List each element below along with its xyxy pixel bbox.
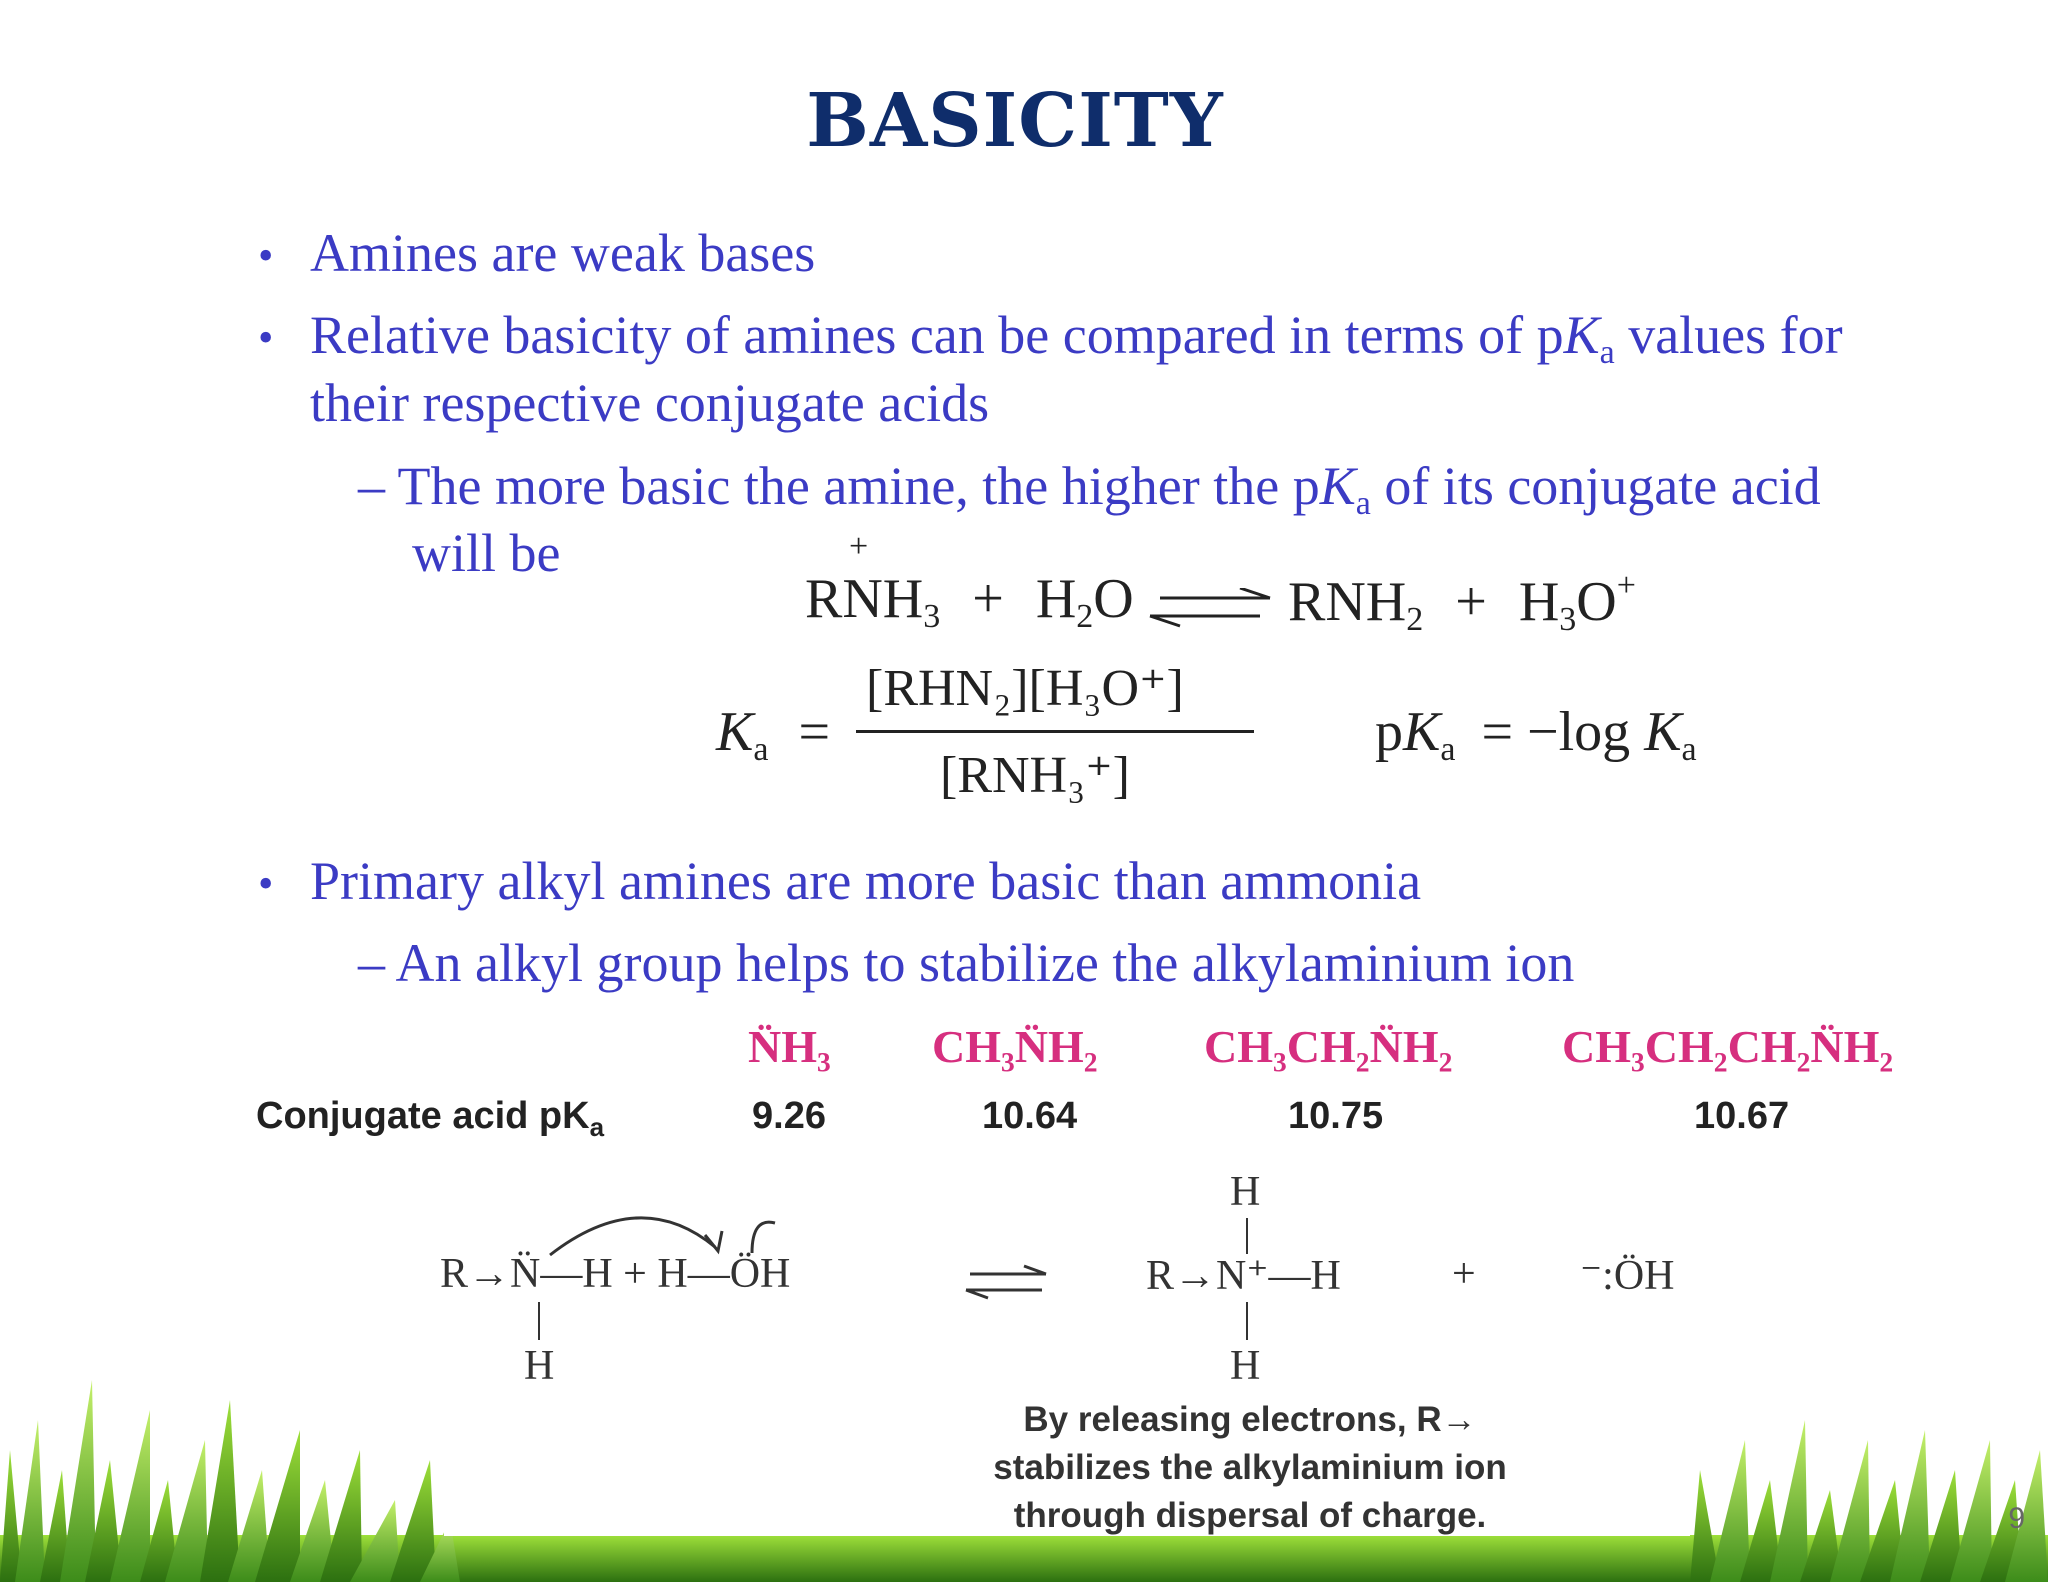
amine-ammonia: N̈H₃ [748, 1021, 831, 1072]
pka-value-propylamine: 10.67 [1694, 1095, 1790, 1137]
equilibrium-products: $RNH_2 + H_3O^+$ [1288, 567, 1636, 638]
ka-numerator: [RHN₂][H₃O⁺] [866, 660, 1184, 717]
pka-value-methylamine: 10.64 [982, 1095, 1078, 1137]
mechanism-equilibrium-arrow [958, 1262, 1058, 1302]
amine-propylamine: CH₃CH₂CH₂N̈H₂ [1562, 1021, 1894, 1072]
ka-denominator: [RNH₃⁺] [940, 747, 1130, 804]
amine-ethylamine: CH₃CH₂N̈H₂ [1204, 1021, 1453, 1072]
bond-line [1246, 1218, 1248, 1254]
pka-definition: $pK_a = -\log$ $K_a$ [1375, 701, 1697, 768]
mechanism-h-above-right: H [1230, 1169, 1261, 1215]
bullet-relative-basicity-line1: Relative basicity of amines can be compared in terms of $pK_a$ values for [310, 305, 1843, 371]
bullet-weak-bases: Amines are weak bases [310, 223, 816, 283]
equilibrium-equation: $RNH_3$ + + $H_2O$ [805, 528, 1134, 635]
bullet-dot: • [258, 313, 274, 362]
ka-symbol: $K_a$ = [716, 701, 831, 768]
subbullet-more-basic-line1: – The more basic the amine, the higher the $pK_a$ of its conjugate acid [358, 456, 1821, 522]
mechanism-reactants: R→N̈—H + H—ÖH [440, 1251, 791, 1297]
mechanism-plus: + [1452, 1251, 1476, 1297]
subbullet-alkyl-group: – An alkyl group helps to stabilize the alkylaminium ion [358, 933, 1575, 993]
bond-line [538, 1302, 540, 1340]
conjugate-acid-pka-label: Conjugate acid $pK_a$ [256, 1095, 605, 1142]
bond-line [1246, 1302, 1248, 1340]
page-number: 9 [2008, 1502, 2025, 1535]
fraction-bar [856, 730, 1254, 733]
mechanism-h-below-left: H [524, 1343, 555, 1389]
amine-methylamine: CH₃N̈H₂ [932, 1021, 1098, 1072]
mechanism-h-below-right: H [1230, 1343, 1261, 1389]
pka-value-ammonia: 9.26 [752, 1095, 826, 1137]
slide-title: BASICITY [806, 78, 1224, 164]
bullet-dot: • [258, 231, 274, 280]
mechanism-alkylaminium: R→N⁺—H [1146, 1253, 1341, 1299]
bullet-relative-basicity-line2: their respective conjugate acids [310, 373, 990, 433]
caption-line-3: through dispersal of charge. [1013, 1496, 1487, 1535]
mechanism-caption [960, 1396, 1540, 1540]
mechanism-hydroxide: ⁻:ÖH [1580, 1253, 1675, 1299]
caption-line-2: stabilizes the alkylaminium ion [993, 1448, 1507, 1487]
bullet-primary-alkyl: Primary alkyl amines are more basic than ammonia [310, 851, 1422, 911]
subbullet-more-basic-line2: will be [412, 523, 561, 583]
equilibrium-arrow [1140, 588, 1280, 628]
pka-value-ethylamine: 10.75 [1288, 1095, 1384, 1137]
caption-line-1: By releasing electrons, R→ [1023, 1400, 1477, 1439]
bullet-dot: • [258, 859, 274, 908]
